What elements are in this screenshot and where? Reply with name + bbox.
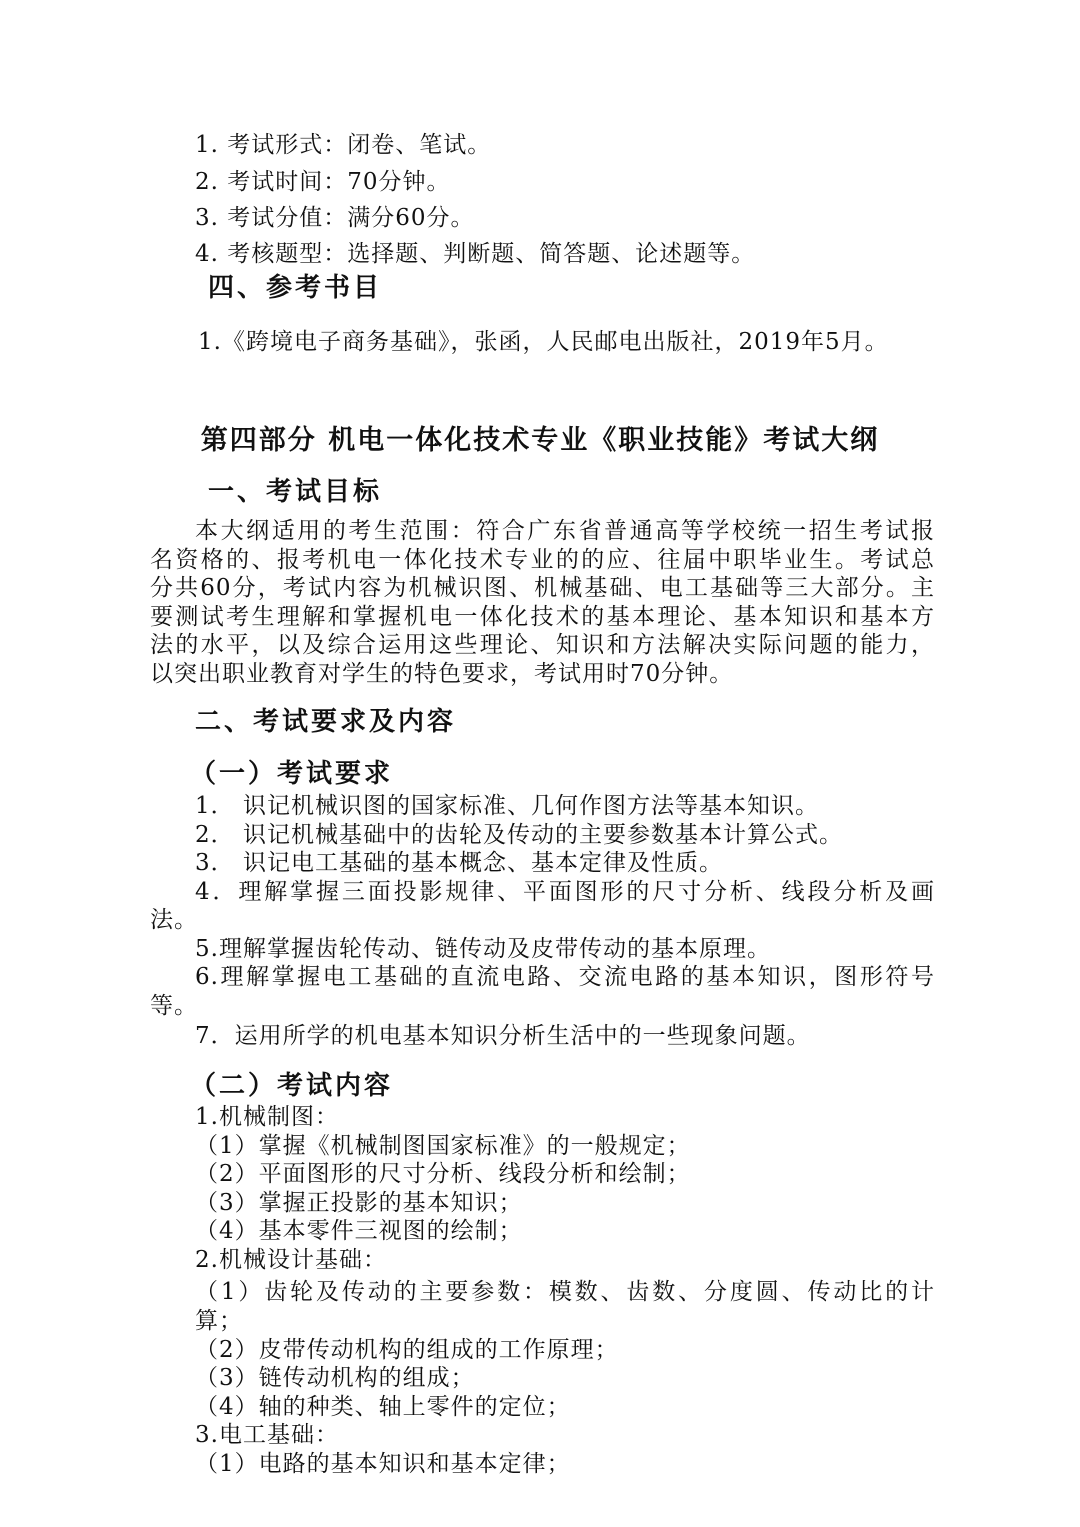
objectives-line-3: 分共60分，考试内容为机械识图、机械基础、电工基础等三大部分。主 <box>150 575 935 601</box>
requirement-item: 4．理解掌握三面投影规律、平面图形的尺寸分析、线段分析及画 <box>195 879 935 905</box>
content-subheading: （二）考试内容 <box>190 1071 394 1101</box>
reference-book-item: 1.《跨境电子商务基础》，张函，人民邮电出版社，2019年5月。 <box>198 329 889 355</box>
content-line: （4）基本零件三视图的绘制； <box>195 1218 523 1244</box>
objectives-line-4: 要测试考生理解和掌握机电一体化技术的基本理论、基本知识和基本方 <box>150 604 935 630</box>
requirement-item: 6.理解掌握电工基础的直流电路、交流电路的基本知识，图形符号 <box>195 964 935 990</box>
requirement-item: 2． 识记机械基础中的齿轮及传动的主要参数基本计算公式。 <box>195 822 843 848</box>
content-line: 3.电工基础： <box>195 1422 339 1448</box>
section4-heading: 四、参考书目 <box>208 273 383 303</box>
requirement-item: 1． 识记机械识图的国家标准、几何作图方法等基本知识。 <box>195 793 819 819</box>
objectives-line-6: 以突出职业教育对学生的特色要求，考试用时70分钟。 <box>150 661 734 687</box>
requirement-item: 7．运用所学的机电基本知识分析生活中的一些现象问题。 <box>195 1023 811 1049</box>
exam-format-item-4: 4. 考核题型：选择题、判断题、简答题、论述题等。 <box>195 241 756 267</box>
objectives-line-5: 法的水平，以及综合运用这些理论、知识和方法解决实际问题的能力， <box>150 632 935 658</box>
requirement-item-continued: 等。 <box>150 993 198 1019</box>
objectives-line-1: 本大纲适用的考生范围：符合广东省普通高等学校统一招生考试报 <box>195 518 935 544</box>
content-line: （1）电路的基本知识和基本定律； <box>195 1451 571 1477</box>
content-line: （1）齿轮及传动的主要参数：模数、齿数、分度圆、传动比的计 <box>195 1279 935 1305</box>
content-line: （2）平面图形的尺寸分析、线段分析和绘制； <box>195 1161 691 1187</box>
requirement-item-continued: 法。 <box>150 907 198 933</box>
objectives-line-2: 名资格的、报考机电一体化技术专业的的应、往届中职毕业生。考试总 <box>150 547 935 573</box>
requirement-item: 3． 识记电工基础的基本概念、基本定律及性质。 <box>195 850 723 876</box>
part4-title: 第四部分 机电一体化技术专业《职业技能》考试大纲 <box>200 425 880 456</box>
objectives-heading: 一、考试目标 <box>208 477 383 507</box>
exam-format-item-1: 1. 考试形式：闭卷、笔试。 <box>195 132 492 158</box>
requirement-item: 5.理解掌握齿轮传动、链传动及皮带传动的基本原理。 <box>195 936 771 962</box>
content-line: （4）轴的种类、轴上零件的定位； <box>195 1394 571 1420</box>
exam-format-item-3: 3. 考试分值：满分60分。 <box>195 205 475 231</box>
content-line: （1）掌握《机械制图国家标准》的一般规定； <box>195 1133 691 1159</box>
content-line: 2.机械设计基础： <box>195 1247 387 1273</box>
content-line: （2）皮带传动机构的组成的工作原理； <box>195 1337 619 1363</box>
content-line: 1.机械制图： <box>195 1104 339 1130</box>
requirements-subheading: （一）考试要求 <box>190 759 394 789</box>
content-line: （3）掌握正投影的基本知识； <box>195 1190 523 1216</box>
exam-format-item-2: 2. 考试时间：70分钟。 <box>195 169 451 195</box>
content-line-continued: 算； <box>195 1308 243 1334</box>
requirements-heading: 二、考试要求及内容 <box>195 707 457 737</box>
content-line: （3）链传动机构的组成； <box>195 1365 475 1391</box>
